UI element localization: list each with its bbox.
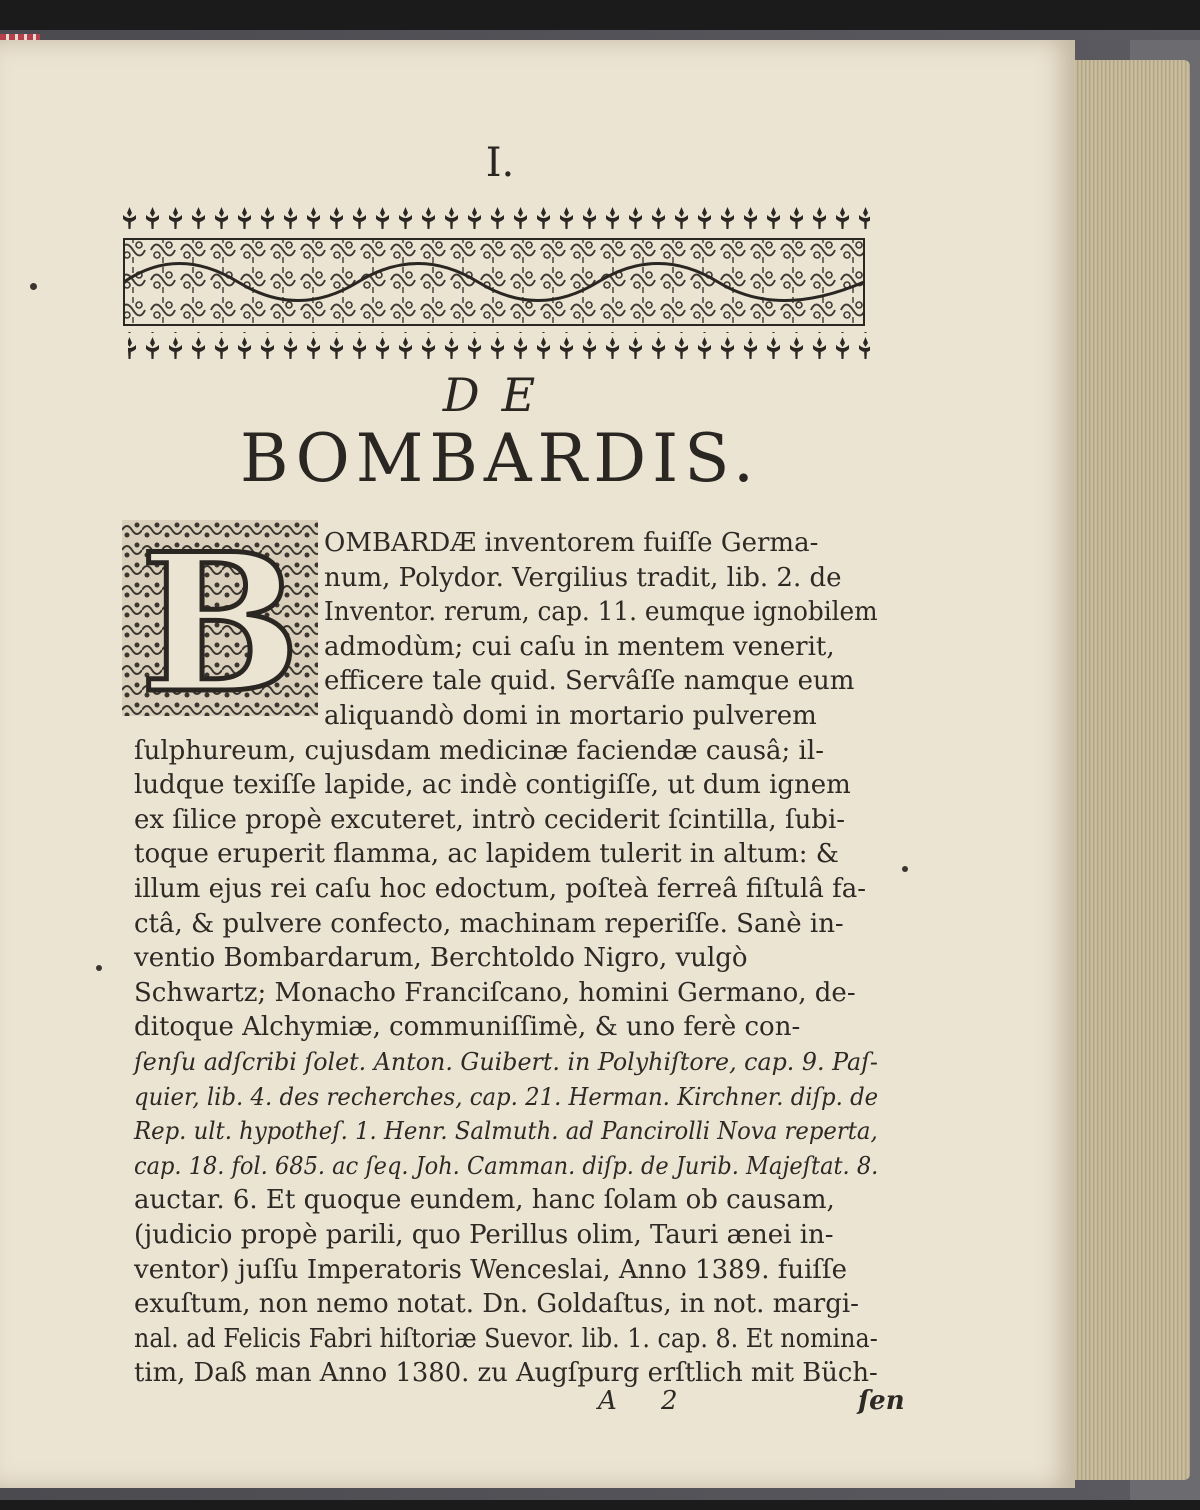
text-line: aliquandò domi in mortario pulverem xyxy=(324,701,817,731)
text-line: auctar. 6. Et quoque eundem, hanc ſolam ob causam, xyxy=(134,1185,835,1216)
page-stack-edges xyxy=(1062,60,1190,1480)
ink-speck xyxy=(30,283,37,290)
text-line: exuſtum, non nemo notat. Dn. Goldaſtus, in not. margi- xyxy=(134,1289,859,1320)
text-line: toque eruperit flamma, ac lapidem tulerit in altum: & xyxy=(134,839,839,870)
svg-text:B: B xyxy=(139,520,301,716)
text-line: ex ſilice propè excuteret, intrò ceciderit ſcintilla, ſubi- xyxy=(134,804,846,835)
title-prefix: DE xyxy=(442,368,558,422)
decorated-initial-letter xyxy=(122,520,318,716)
text-line: efficere tale quid. Servâſſe namque eum xyxy=(324,666,855,697)
text-line: num, Polydor. Vergilius tradit, lib. 2. de xyxy=(324,562,842,593)
ornamental-headpiece xyxy=(118,205,870,360)
text-line: Rep. ult. hypotheſ. 1. Henr. Salmuth. ad Pancirolli Nova reperta, xyxy=(134,1117,878,1146)
ink-speck xyxy=(96,965,102,971)
text-line: ludque texiſſe lapide, ac indè contigiſſe, ut dum ignem xyxy=(134,770,851,801)
catchword: ſen xyxy=(858,1386,905,1416)
text-line: ſulphureum, cujusdam medicinæ faciendæ causâ; il- xyxy=(134,735,824,766)
text-line: Inventor. rerum, cap. 11. eumque ignobilem xyxy=(324,597,878,628)
text-line: ventio Bombardarum, Berchtoldo Nigro, vulgò xyxy=(134,943,748,974)
text-line: ventor) juſſu Imperatoris Wenceslai, Anno 1389. fuiſſe xyxy=(134,1254,848,1285)
text-line: (judicio propè parili, quo Perillus olim, Tauri ænei in- xyxy=(134,1220,834,1250)
title-main: BOMBARDIS. xyxy=(239,420,761,497)
ink-speck xyxy=(902,866,908,872)
text-line: Schwartz; Monacho Franciſcano, homini Germano, de- xyxy=(134,977,856,1008)
text-line: admodùm; cui caſu in mentem venerit, xyxy=(324,631,835,662)
text-line: illum ejus rei caſu hoc edoctum, poſteà ferreâ fiſtulâ fa- xyxy=(134,874,867,904)
page-number: I. xyxy=(485,140,515,186)
text-line: quier, lib. 4. des recherches, cap. 21. Herman. Kirchner. diſp. de xyxy=(134,1082,879,1111)
text-line: ctâ, & pulvere confecto, machinam reperiſſe. Sanè in- xyxy=(134,908,844,939)
text-line: tim, Daß man Anno 1380. zu Augſpurg erſtlich mit Büch- xyxy=(134,1358,878,1389)
signature-mark: A 2 xyxy=(598,1386,696,1416)
text-line: ſenſu adſcribi ſolet. Anton. Guibert. in Polyhiſtore, cap. 9. Paſ- xyxy=(134,1048,878,1076)
text-line: cap. 18. fol. 685. ac ſeq. Joh. Camman. diſp. de Jurib. Majeſtat. 8. xyxy=(134,1151,879,1180)
text-line: nal. ad Felicis Fabri hiſtoriæ Suevor. lib. 1. cap. 8. Et nomina- xyxy=(134,1323,878,1354)
text-line: ditoque Alchymiæ, communiſſimè, & uno ferè con- xyxy=(134,1012,801,1043)
text-line: OMBARDÆ inventorem fuiſſe Germa- xyxy=(324,528,819,558)
